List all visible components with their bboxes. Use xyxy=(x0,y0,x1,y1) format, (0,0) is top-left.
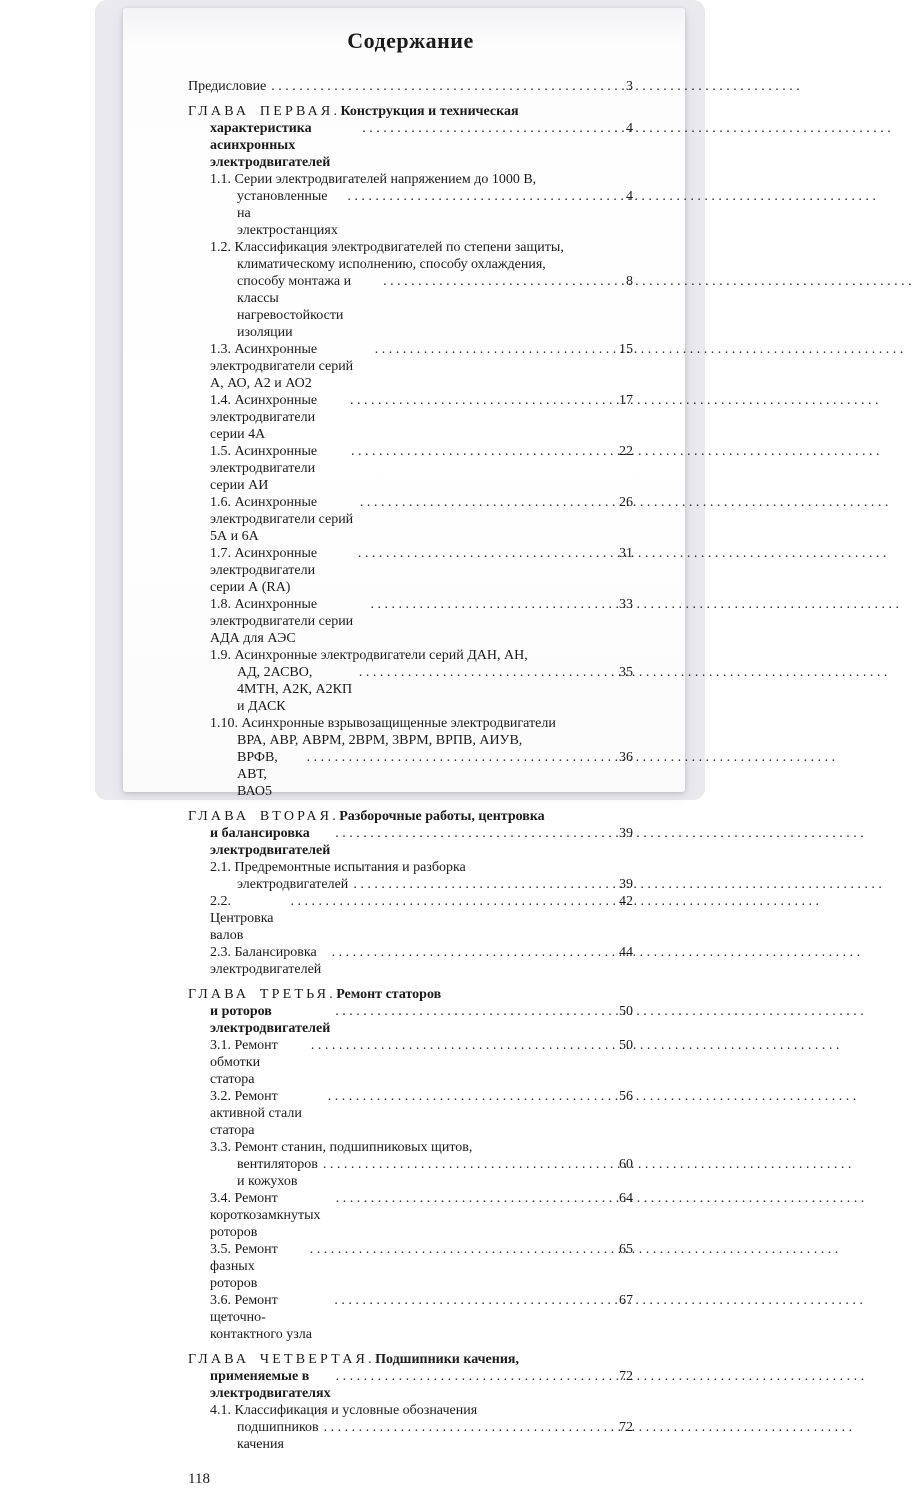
toc-text-segment: характеристика асинхронных электродвигателей xyxy=(210,121,331,170)
dot-leader xyxy=(323,1156,610,1173)
toc-line-text xyxy=(210,341,370,392)
dot-leader xyxy=(358,545,610,562)
toc-entry xyxy=(188,1037,633,1088)
toc-line-text xyxy=(210,1402,477,1419)
toc-line xyxy=(188,1402,633,1419)
book-page xyxy=(123,8,685,1487)
toc-line-text xyxy=(210,1368,331,1402)
toc-line-text xyxy=(210,1139,472,1156)
toc-line xyxy=(188,1368,633,1402)
toc-text-segment: . xyxy=(333,104,341,119)
toc-line xyxy=(188,1088,633,1139)
toc-page-number: 50 xyxy=(619,1038,633,1053)
toc-text-segment: ВРФВ, АВТ, ВАО5 xyxy=(237,750,282,799)
toc-line xyxy=(188,986,633,1003)
toc-page-number: 4 xyxy=(626,189,633,204)
toc-line-text xyxy=(210,1003,330,1037)
toc-line xyxy=(188,171,633,188)
toc-text-segment: 3.2. Ремонт активной стали статора xyxy=(210,1089,306,1138)
toc-entry xyxy=(188,1402,633,1453)
toc-text-segment: Разборочные работы, центровка xyxy=(339,809,545,824)
dot-leader xyxy=(271,78,610,95)
toc-line-text xyxy=(210,1292,329,1343)
toc-line xyxy=(188,1292,633,1343)
toc-text-segment: Конструкция и техническая xyxy=(340,104,519,119)
toc-text-segment: ГЛАВА ПЕРВАЯ xyxy=(188,104,334,119)
toc-entry xyxy=(188,171,633,239)
toc-entry xyxy=(188,392,633,443)
toc-entry xyxy=(188,1139,633,1190)
toc-line-text xyxy=(237,1419,323,1453)
toc-line xyxy=(188,1241,633,1292)
toc-line-text xyxy=(210,1037,306,1088)
toc-line xyxy=(188,188,633,239)
toc-page-number: 60 xyxy=(619,1157,633,1172)
toc-line-text xyxy=(210,392,345,443)
toc-line xyxy=(188,1419,633,1453)
toc-line-text xyxy=(210,1241,305,1292)
toc-text-segment: электродвигателей xyxy=(237,877,349,892)
toc-page-number: 44 xyxy=(619,945,633,960)
toc-entry xyxy=(188,494,633,545)
toc-text-segment: 1.2. Классификация электродвигателей по степени защиты, xyxy=(210,240,564,255)
toc-entry xyxy=(188,1190,633,1241)
toc-line xyxy=(188,808,633,825)
dot-leader xyxy=(311,1037,610,1054)
toc-text-segment: 1.5. Асинхронные электродвигатели серии АИ xyxy=(210,444,321,493)
toc-entry xyxy=(188,944,633,978)
toc-line-text xyxy=(237,273,378,341)
toc-text-segment: 3.3. Ремонт станин, подшипниковых щитов, xyxy=(210,1140,473,1155)
dot-leader xyxy=(370,596,610,613)
toc-page-number: 39 xyxy=(619,877,633,892)
toc-entry xyxy=(188,893,633,944)
toc-line-text xyxy=(210,545,353,596)
toc-text-segment: . xyxy=(329,987,337,1002)
toc-line-text xyxy=(210,171,536,188)
toc-text-segment: 3.5. Ремонт фазных роторов xyxy=(210,1242,282,1291)
toc-entry xyxy=(188,341,633,392)
toc-line xyxy=(188,1139,633,1156)
toc-page-number: 35 xyxy=(619,665,633,680)
toc-text-segment: . xyxy=(332,809,340,824)
toc-line-text xyxy=(237,876,348,893)
toc-line xyxy=(188,494,633,545)
toc-entry xyxy=(188,1088,633,1139)
toc-line xyxy=(188,715,633,732)
toc-line-text xyxy=(237,732,522,749)
toc-line xyxy=(188,545,633,596)
toc-line xyxy=(188,1190,633,1241)
toc-line xyxy=(188,944,633,978)
toc-entry xyxy=(188,859,633,893)
toc-text-segment: 4.1. Классификация и условные обозначения xyxy=(210,1403,478,1418)
toc-line-text xyxy=(210,647,528,664)
toc-line xyxy=(188,596,633,647)
toc-line xyxy=(188,732,633,749)
toc-line-text xyxy=(237,256,546,273)
dot-leader xyxy=(291,893,611,910)
toc-line-text xyxy=(237,1156,322,1190)
toc-line xyxy=(188,1156,633,1190)
toc-entry xyxy=(188,1241,633,1292)
toc-page-number: 56 xyxy=(619,1089,633,1104)
dot-leader xyxy=(310,1241,610,1258)
toc-text-segment: ГЛАВА ВТОРАЯ xyxy=(188,809,333,824)
toc-line-text xyxy=(188,808,545,825)
toc-text-segment: ГЛАВА ЧЕТВЕРТАЯ xyxy=(188,1352,369,1367)
toc-page-number: 36 xyxy=(619,750,633,765)
toc-line-text xyxy=(188,103,519,120)
toc-line xyxy=(188,1003,633,1037)
dot-leader xyxy=(347,188,610,205)
toc-text-segment: 1.8. Асинхронные электродвигатели серии АДА для АЭС xyxy=(210,597,357,646)
toc-line-text xyxy=(210,120,357,171)
toc-line-text xyxy=(237,749,302,800)
toc-text-segment: 2.3. Балансировка электродвигателей xyxy=(210,945,322,977)
toc-chapter-entry xyxy=(188,1351,633,1402)
toc-text-segment: Подшипники качения, xyxy=(375,1352,519,1367)
page-number-footer: 118 xyxy=(188,1471,210,1487)
toc-line xyxy=(188,120,633,171)
toc-list xyxy=(188,78,633,1453)
toc-text-segment: 3.4. Ремонт короткозамкнутых роторов xyxy=(210,1191,325,1240)
toc-page-number: 15 xyxy=(619,342,633,357)
toc-text-segment: применяемые в электродвигателях xyxy=(210,1369,331,1401)
dot-leader xyxy=(335,825,610,842)
toc-text-segment: вентиляторов и кожухов xyxy=(237,1157,322,1189)
toc-line-text xyxy=(210,1088,323,1139)
toc-page-number: 33 xyxy=(619,597,633,612)
toc-page-number: 26 xyxy=(619,495,633,510)
toc-text-segment: 1.6. Асинхронные электродвигатели серий 5А и 6А xyxy=(210,495,357,544)
dot-leader xyxy=(360,494,610,511)
toc-line xyxy=(188,664,633,715)
toc-text-segment: Предисловие xyxy=(188,79,267,94)
toc-text-segment: ВРА, АВР, АВРМ, 2ВРМ, 3ВРМ, ВРПВ, АИУВ, xyxy=(237,733,523,748)
toc-line xyxy=(188,876,633,893)
dot-leader xyxy=(362,120,610,137)
toc-line-text xyxy=(210,944,327,978)
toc-line xyxy=(188,893,633,944)
toc-text-segment: 2.1. Предремонтные испытания и разборка xyxy=(210,860,466,875)
toc-page-number: 22 xyxy=(619,444,633,459)
dot-leader xyxy=(324,1419,610,1436)
toc-text-segment: 3.1. Ремонт обмотки статора xyxy=(210,1038,282,1087)
toc-line xyxy=(188,1037,633,1088)
toc-line-text xyxy=(237,188,342,239)
toc-text-segment: 1.10. Асинхронные взрывозащищенные электродвигатели xyxy=(210,716,556,731)
toc-page-number: 31 xyxy=(619,546,633,561)
toc-entry xyxy=(188,78,633,95)
toc-line-text xyxy=(210,1190,331,1241)
toc-line-text xyxy=(237,664,354,715)
dot-leader xyxy=(383,273,610,290)
toc-page-number: 3 xyxy=(626,79,633,94)
toc-line xyxy=(188,256,633,273)
toc-line-text xyxy=(210,239,564,256)
toc-text-segment: . xyxy=(368,1352,376,1367)
toc-line-text xyxy=(188,1351,519,1368)
dot-leader xyxy=(353,876,610,893)
toc-line xyxy=(188,443,633,494)
toc-line-text xyxy=(188,78,266,95)
toc-line xyxy=(188,103,633,120)
toc-line-text xyxy=(210,443,346,494)
toc-page-number: 64 xyxy=(619,1191,633,1206)
toc-page-number: 65 xyxy=(619,1242,633,1257)
toc-line xyxy=(188,78,633,95)
toc-entry xyxy=(188,715,633,800)
toc-line-text xyxy=(210,893,286,944)
dot-leader xyxy=(336,1190,610,1207)
page-title: Содержание xyxy=(347,28,474,53)
toc-line-text xyxy=(188,986,441,1003)
toc-text-segment: 1.3. Асинхронные электродвигатели серий А, АО, А2 и АО2 xyxy=(210,342,357,391)
toc-page-number: 8 xyxy=(626,274,633,289)
toc-entry xyxy=(188,596,633,647)
toc-text-segment: 3.6. Ремонт щеточно-контактного узла xyxy=(210,1293,312,1342)
toc-page-number: 72 xyxy=(619,1420,633,1435)
toc-text-segment: 1.9. Асинхронные электродвигатели серий ДАН, АН, xyxy=(210,648,528,663)
dot-leader xyxy=(375,341,610,358)
toc-line xyxy=(188,1351,633,1368)
toc-line-text xyxy=(210,715,556,732)
toc-text-segment: ГЛАВА ТРЕТЬЯ xyxy=(188,987,330,1002)
toc-entry xyxy=(188,647,633,715)
toc-text-segment: способу монтажа и классы нагревостойкости изоляции xyxy=(237,274,355,340)
toc-text-segment: 2.2. Центровка валов xyxy=(210,894,278,943)
toc-entry xyxy=(188,1292,633,1343)
toc-text-segment: 1.1. Серии электродвигателей напряжением до 1000 В, xyxy=(210,172,537,187)
toc-page-number: 67 xyxy=(619,1293,633,1308)
toc-text-segment: 1.7. Асинхронные электродвигатели серии А (RA) xyxy=(210,546,321,595)
toc-chapter-entry xyxy=(188,103,633,171)
toc-page-number: 42 xyxy=(619,894,633,909)
toc-page-number: 72 xyxy=(619,1369,633,1384)
toc-text-segment: и балансировка электродвигателей xyxy=(210,826,331,858)
toc-text-segment: климатическому исполнению, способу охлаждения, xyxy=(237,257,546,272)
toc-entry xyxy=(188,443,633,494)
dot-leader xyxy=(350,392,610,409)
dot-leader xyxy=(359,664,610,681)
toc-line xyxy=(188,825,633,859)
toc-text-segment: установленные на электростанциях xyxy=(237,189,338,238)
toc-line xyxy=(188,392,633,443)
dot-leader xyxy=(307,749,610,766)
toc-chapter-entry xyxy=(188,808,633,859)
toc-line xyxy=(188,341,633,392)
toc-page-number: 50 xyxy=(619,1004,633,1019)
dot-leader xyxy=(332,944,610,961)
toc-chapter-entry xyxy=(188,986,633,1037)
toc-page-number: 39 xyxy=(619,826,633,841)
toc-line xyxy=(188,859,633,876)
toc-line xyxy=(188,647,633,664)
dot-leader xyxy=(328,1088,610,1105)
photo-background xyxy=(95,0,705,1487)
toc-line-text xyxy=(210,494,355,545)
dot-leader xyxy=(336,1368,610,1385)
toc-line-text xyxy=(210,596,365,647)
toc-text-segment: АД, 2АСВО, 4МТН, А2К, А2КП и ДАСК xyxy=(237,665,356,714)
dot-leader xyxy=(335,1003,610,1020)
toc-line xyxy=(188,273,633,341)
toc-page-number: 4 xyxy=(626,121,633,136)
toc-entry xyxy=(188,545,633,596)
toc-line xyxy=(188,239,633,256)
toc-text-segment: подшипников качения xyxy=(237,1420,323,1452)
toc-text-segment: Ремонт статоров xyxy=(336,987,442,1002)
toc-entry xyxy=(188,239,633,341)
toc-page-number: 17 xyxy=(619,393,633,408)
dot-leader xyxy=(334,1292,610,1309)
toc-text-segment: 1.4. Асинхронные электродвигатели серии 4А xyxy=(210,393,321,442)
toc-line xyxy=(188,749,633,800)
dot-leader xyxy=(351,443,610,460)
toc-line-text xyxy=(210,859,466,876)
toc-line-text xyxy=(210,825,330,859)
toc-text-segment: и роторов электродвигателей xyxy=(210,1004,331,1036)
